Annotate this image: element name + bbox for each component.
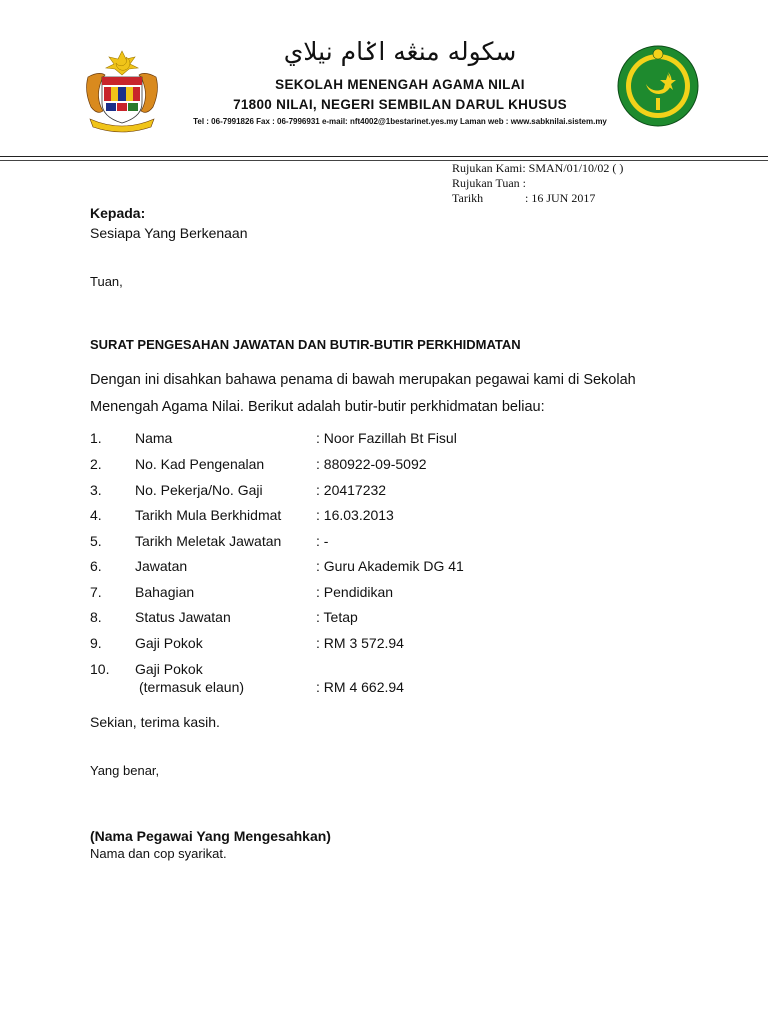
detail-value: : Pendidikan [316,584,394,600]
school-address: 71800 NILAI, NEGERI SEMBILAN DARUL KHUSUS [233,97,567,112]
detail-label: Status Jawatan [135,609,231,625]
detail-value: : RM 4 662.94 [316,679,404,695]
intro-line-2: Menengah Agama Nilai. Berikut adalah butir-butir perkhidmatan beliau: [90,399,545,415]
detail-number: 8. [90,609,102,625]
detail-number: 3. [90,482,102,498]
detail-number: 1. [90,430,102,446]
signoff-text: Yang benar, [90,763,160,778]
school-name: SEKOLAH MENENGAH AGAMA NILAI [275,77,525,92]
detail-sublabel: (termasuk elaun) [139,679,245,695]
intro-line-1: Dengan ini disahkan bahawa penama di bawah merupakan pegawai kami di Sekolah [90,372,636,388]
closing-text: Sekian, terima kasih. [90,714,220,730]
recipient-name: Sesiapa Yang Berkenaan [90,225,248,241]
detail-label: Gaji Pokok [135,635,203,651]
detail-number: 4. [90,507,102,523]
contact-line: Tel : 06-7991826 Fax : 06-7996931 e-mail: nft4002@1bestarinet.yes.my Laman web : www.sabknilai.sistem.my [193,117,607,126]
detail-number: 2. [90,456,102,472]
letter-subject: SURAT PENGESAHAN JAWATAN DAN BUTIR-BUTIR PERKHIDMATAN [90,337,521,352]
detail-label: Gaji Pokok [135,661,203,677]
detail-label: Bahagian [135,584,195,600]
detail-label: Jawatan [135,558,188,574]
detail-number: 9. [90,635,102,651]
detail-value: : RM 3 572.94 [316,635,404,651]
school-name-jawi: سكوله منڠه اݢام نيلاي [283,37,517,66]
detail-value: : Tetap [316,609,358,625]
detail-label: Nama [135,430,173,446]
detail-value: : Noor Fazillah Bt Fisul [316,430,457,446]
detail-value: : 20417232 [316,482,387,498]
header-divider-thick [0,156,768,157]
intro-paragraph [90,367,690,421]
detail-label: No. Pekerja/No. Gaji [135,482,263,498]
reference-tarikh-value: : 16 JUN 2017 [525,191,596,205]
reference-kami: Rujukan Kami: SMAN/01/10/02 ( ) [452,161,624,175]
signatory-note: Nama dan cop syarikat. [90,846,227,861]
detail-label: No. Kad Pengenalan [135,456,265,472]
header-divider-thin [0,160,768,161]
recipient-label: Kepada: [90,205,146,221]
detail-label: Tarikh Meletak Jawatan [135,533,282,549]
detail-number: 10. [90,661,110,677]
detail-label: Tarikh Mula Berkhidmat [135,507,282,523]
detail-number: 5. [90,533,102,549]
signatory-name: (Nama Pegawai Yang Mengesahkan) [90,828,331,844]
reference-tuan: Rujukan Tuan : [452,176,527,190]
detail-value: : Guru Akademik DG 41 [316,558,464,574]
detail-value: : 16.03.2013 [316,507,394,523]
salutation: Tuan, [90,274,123,289]
detail-number: 6. [90,558,102,574]
detail-value: : 880922-09-5092 [316,456,427,472]
reference-tarikh-label: Tarikh [452,191,484,205]
detail-value: : - [316,533,329,549]
negeri-sembilan-emblem-logo [616,44,700,128]
detail-number: 7. [90,584,102,600]
